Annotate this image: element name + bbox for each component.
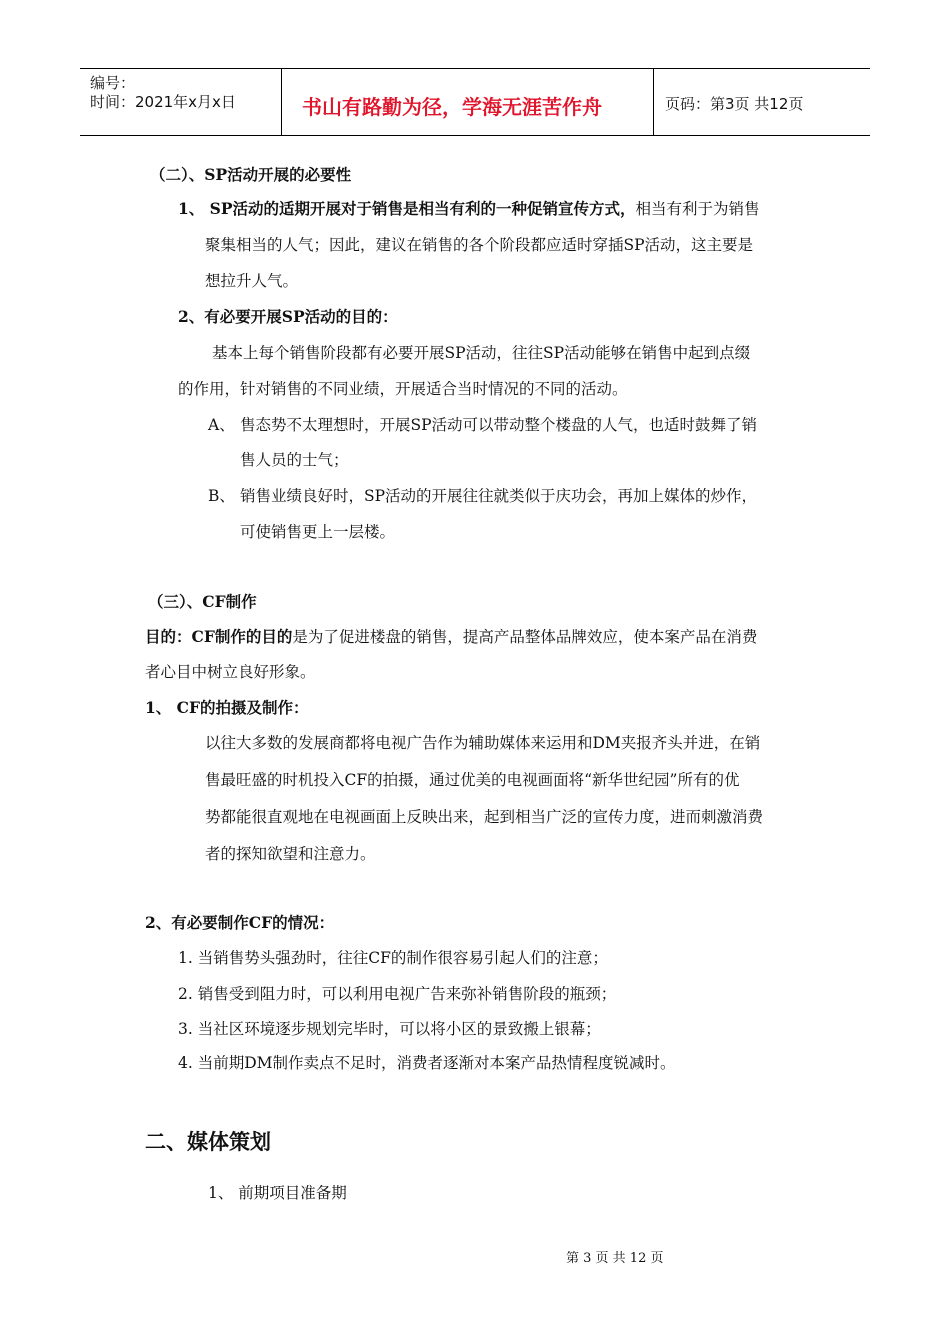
footer-page-number: 第 3 页 共 12 页 [566,1251,664,1266]
header-page-info: 页码：第3页 共12页 [665,95,804,113]
sp-a-line2: 售人员的士气； [240,451,349,469]
cf-item1-line: 售最旺盛的时机投入CF的拍摄，通过优美的电视画面将“新华世纪园”所有的优 [205,771,740,789]
sp-a-line1: 售态势不太理想时，开展SP活动可以带动整个楼盘的人气，也适时鼓舞了销 [240,416,758,434]
section-heading-sp: （二）、SP活动开展的必要性 [150,165,352,184]
sp-item1-rest: 相当有利于为销售 [635,200,760,218]
sp-item2-heading: 2、有必要开展SP活动的目的： [178,307,398,326]
cf-item2-list-item: 4. 当前期DM制作卖点不足时，消费者逐渐对本案产品热情程度锐减时。 [178,1054,676,1072]
header-motto: 书山有路勤为径，学海无涯苦作舟 [302,95,602,119]
cf-item2-heading: 2、有必要制作CF的情况： [145,913,335,932]
header-divider [653,69,654,135]
sp-item2-line2: 的作用，针对销售的不同业绩，开展适合当时情况的不同的活动。 [178,380,628,398]
cf-item2-list-item: 2. 销售受到阻力时，可以利用电视广告来弥补销售阶段的瓶颈； [178,985,617,1003]
sp-a-marker: A、 [208,416,235,434]
sp-item1-lead: 1、 SP活动的适期开展对于销售是相当有利的一种促销宣传方式， [178,199,636,218]
media-item1: 1、 前期项目准备期 [208,1184,347,1202]
sp-b-line1: 销售业绩良好时，SP活动的开展往往就类似于庆功会，再加上媒体的炒作， [240,487,758,505]
header-time-label: 时间：2021年x月x日 [90,93,236,111]
sp-b-marker: B、 [208,487,235,505]
sp-item2-line1: 基本上每个销售阶段都有必要开展SP活动，往往SP活动能够在销售中起到点缀 [212,344,751,362]
cf-item1-heading: 1、 CF的拍摄及制作： [145,698,309,717]
cf-purpose-rest: 是为了促进楼盘的销售，提高产品整体品牌效应，使本案产品在消费 [292,628,758,646]
sp-item1-line3: 想拉升人气。 [205,272,299,290]
sp-item1-line1 [178,197,760,219]
sp-b-line2: 可使销售更上一层楼。 [240,523,396,541]
media-planning-heading: 二、媒体策划 [145,1130,271,1154]
cf-purpose-line2: 者心目中树立良好形象。 [145,663,316,681]
cf-purpose-lead: 目的：CF制作的目的 [145,627,293,646]
header-divider [281,69,282,135]
cf-item2-list-item: 3. 当社区环境逐步规划完毕时，可以将小区的景致搬上银幕； [178,1020,601,1038]
header-number-label: 编号： [90,74,136,92]
cf-item1-line: 以往大多数的发展商都将电视广告作为辅助媒体来运用和DM夹报齐头并进，在销 [205,734,761,752]
cf-item2-list-item: 1. 当销售势头强劲时，往往CF的制作很容易引起人们的注意； [178,949,608,967]
cf-item1-line: 者的探知欲望和注意力。 [205,845,376,863]
sp-item1-line2: 聚集相当的人气；因此，建议在销售的各个阶段都应适时穿插SP活动，这主要是 [205,236,754,254]
cf-item1-line: 势都能很直观地在电视画面上反映出来，起到相当广泛的宣传力度，进而刺激消费 [205,808,764,826]
section-heading-cf: （三）、CF制作 [148,592,257,611]
cf-purpose-line1 [145,625,757,647]
page-header [80,68,870,136]
